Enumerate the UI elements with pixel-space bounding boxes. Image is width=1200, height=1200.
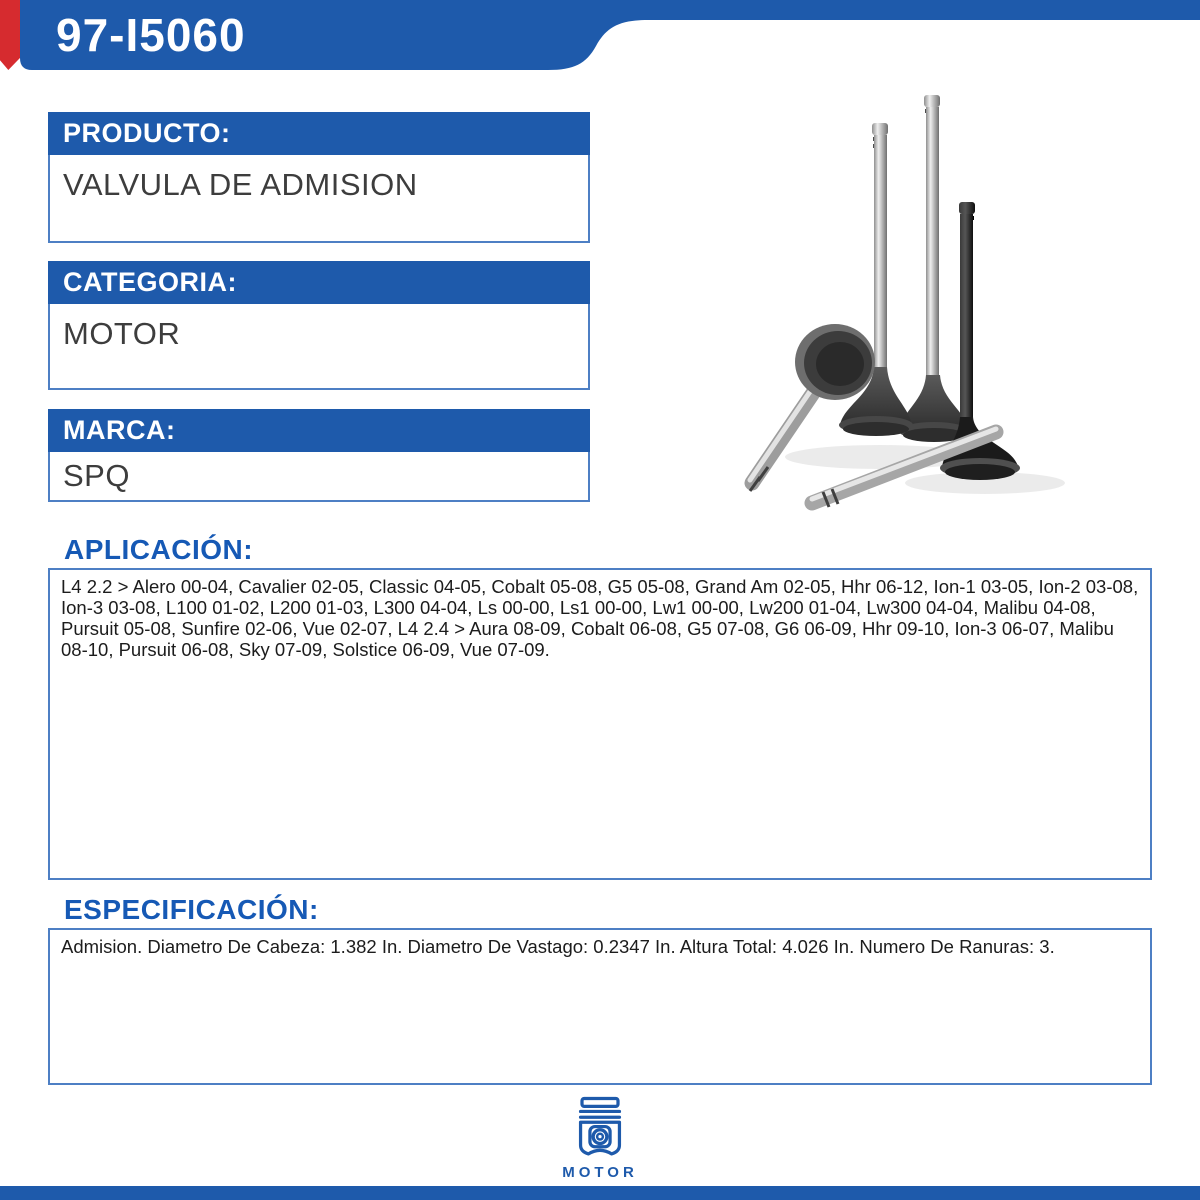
especificacion-title: ESPECIFICACIÓN: bbox=[64, 894, 319, 925]
part-number: 97-I5060 bbox=[56, 9, 246, 61]
aplicacion-box bbox=[48, 568, 1152, 880]
header-bar bbox=[0, 0, 1200, 70]
engine-valves-photo bbox=[690, 75, 1110, 530]
field-producto bbox=[48, 112, 590, 243]
producto-label-bar bbox=[48, 112, 590, 155]
categoria-value: MOTOR bbox=[63, 316, 181, 351]
marca-value: SPQ bbox=[63, 458, 130, 493]
marca-label: MARCA: bbox=[63, 415, 176, 445]
especificacion-body: Admision. Diametro De Cabeza: 1.382 In. Diametro De Vastago: 0.2347 In. Altura Total: 4.026 In. Numero De Ranuras: 3. bbox=[61, 936, 1055, 957]
field-marca bbox=[48, 409, 590, 502]
producto-label: PRODUCTO: bbox=[63, 118, 231, 148]
producto-value-box bbox=[48, 155, 590, 243]
aplicacion-body: L4 2.2 > Alero 00-04, Cavalier 02-05, Classic 04-05, Cobalt 05-08, G5 05-08, Grand Am 02-05, Hhr 06-12, Ion-1 03-05, Ion-2 03-08, Ion-3 03-08, L100 01-02, L200 01-03, L300 04-04, Ls 00-00, Ls1 00-00, Lw1 00-00, Lw200 01-04, Lw300 04-04, Malibu 04-08, Pursuit 05-08, Sunfire 02-06, Vue 02-07, L4 2.4 > Aura 08-09, Cobalt 06-08, G5 07-08, G6 06-09, Hhr 09-10, Ion-3 06-07, Malibu 08-10, Pursuit 06-08, Sky 07-09, Solstice 06-09, Vue 07-09. bbox=[61, 576, 1139, 660]
marca-label-bar bbox=[48, 409, 590, 452]
footer-category-label: MOTOR bbox=[562, 1164, 638, 1181]
piston-icon bbox=[564, 1092, 636, 1164]
aplicacion-title: APLICACIÓN: bbox=[64, 534, 254, 565]
footer-bar bbox=[0, 1186, 1200, 1200]
marca-value-box bbox=[48, 452, 590, 502]
producto-value: VALVULA DE ADMISION bbox=[63, 167, 418, 202]
especificacion-box bbox=[48, 928, 1152, 1085]
categoria-label: CATEGORIA: bbox=[63, 267, 237, 297]
categoria-label-bar bbox=[48, 261, 590, 304]
field-categoria bbox=[48, 261, 590, 390]
categoria-value-box bbox=[48, 304, 590, 390]
